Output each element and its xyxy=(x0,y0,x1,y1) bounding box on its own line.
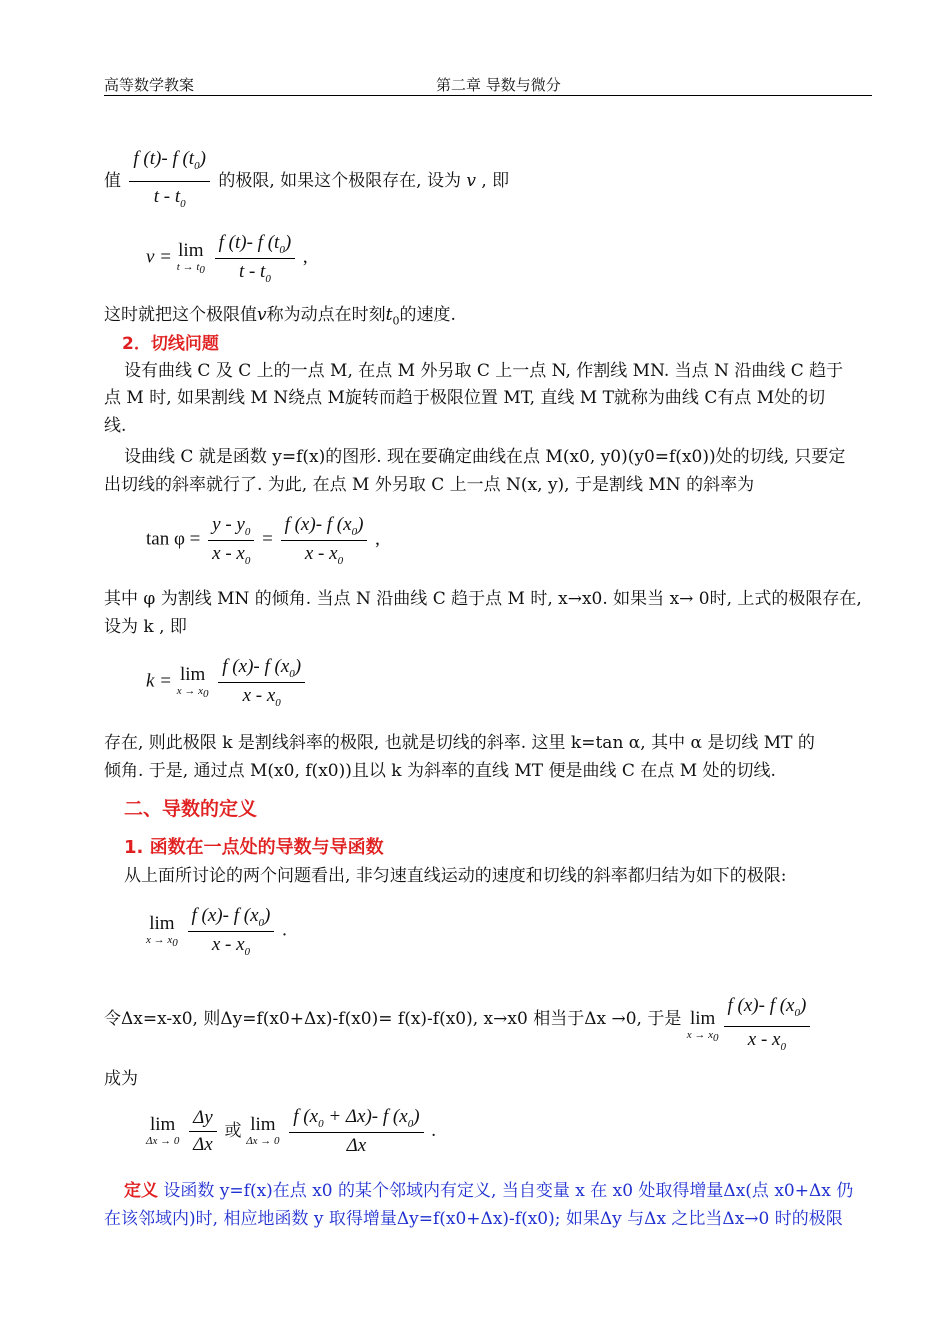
fraction: $\frac{f (t)- f (t_0)}{t - t_0}$ xyxy=(215,232,296,285)
text: 值 xyxy=(104,170,121,191)
limit-operator: lim $x \to x_0$ xyxy=(176,663,209,700)
fraction: $\frac{f (x)- f (x_0)}{x - x_0}$ xyxy=(724,995,811,1058)
paragraph-tangent-line1: 设有曲线 C 及 C 上的一点 M, 在点 M 外另取 C 上一点 N, 作割线 MN. 当点 N 沿曲线 C 趋于 xyxy=(124,361,844,381)
equation-limit: lim $x \to x_0$ $\frac{f (x)- f (x_0)}{x - x_0}$ . xyxy=(146,905,287,958)
variable: v xyxy=(466,170,476,191)
numerator: f (t)- f (t xyxy=(133,148,195,169)
paragraph-curve-line1: 设曲线 C 就是函数 y=f(x)的图形. 现在要确定曲线在点 M(x0, y0)(y0=f(x0))处的切线, 只要定 xyxy=(124,447,846,467)
paragraph-limits: 从上面所讨论的两个问题看出, 非匀速直线运动的速度和切线的斜率都归结为如下的极限: xyxy=(124,866,787,886)
header-center: 第二章 导数与微分 xyxy=(436,76,561,94)
fraction: $\frac{f (x)- f (x_0)}{x - x_0}$ xyxy=(188,905,275,958)
fraction: $\frac{f (x_0 + \Delta x)- f (x_0)}{\Delta x}$ xyxy=(289,1106,423,1157)
limit-operator: lim $t \to t_0$ xyxy=(176,239,205,276)
fraction: $\frac{\Delta y}{\Delta x}$ xyxy=(189,1107,217,1156)
definition-line2: 在该邻域内)时, 相应地函数 y 取得增量Δy=f(x0+Δx)-f(x0); 如果Δy 与Δx 之比当Δx→0 时的极限 xyxy=(104,1209,843,1229)
fraction: $\frac{y - y_0}{x - x_0}$ xyxy=(208,514,254,567)
equation-velocity: v = lim $t \to t_0$ $\frac{f (t)- f (t_0)}{t - t_0}$ , xyxy=(146,232,308,285)
limit-operator: lim $x \to x_0$ xyxy=(146,912,178,949)
text: 的极限, 如果这个极限存在, 设为 xyxy=(218,170,461,191)
paragraph-slope-line1: 存在, 则此极限 k 是割线斜率的极限, 也就是切线的斜率. 这里 k=tan α, 其中 α 是切线 MT 的 xyxy=(104,733,815,753)
limit-operator: lim Δx → 0 xyxy=(146,1114,180,1148)
equation-delta-limit: lim Δx → 0 $\frac{\Delta y}{\Delta x}$ 或 lim Δx → 0 $\frac{f (x_0 + \Delta x)- f (x_0)}{\Delta x}$ . xyxy=(146,1106,437,1156)
paragraph-tangent-line2: 点 M 时, 如果割线 M N绕点 M旋转而趋于极限位置 MT, 直线 M T就称为曲线 C有点 M处的切 xyxy=(104,388,826,408)
fraction: $\frac{f (x)- f (x_0)}{x - x_0}$ xyxy=(218,656,305,709)
header-left: 高等数学教案 xyxy=(104,76,195,94)
section-title-tangent: 2．切线问题 xyxy=(122,334,219,354)
paragraph-becomes: 成为 xyxy=(104,1069,138,1089)
section-title-derivative: 二、导数的定义 xyxy=(124,798,258,820)
paragraph-angle-line2: 设为 k , 即 xyxy=(104,617,187,637)
definition-label: 定义 xyxy=(124,1181,158,1201)
denominator: t - t xyxy=(153,185,181,207)
paragraph-tangent-line3: 线. xyxy=(104,416,127,436)
paragraph-velocity: 这时就把这个极限值v称为动点在时刻$t_0$的速度. xyxy=(104,305,456,328)
paragraph-curve-line2: 出切线的斜率就行了. 为此, 在点 M 外另取 C 上一点 N(x, y), 于是割线 MN 的斜率为 xyxy=(104,475,755,495)
definition-line1: 定义 设函数 y=f(x)在点 x0 的某个邻域内有定义, 当自变量 x 在 x0 处取得增量Δx(点 x0+Δx 仍 xyxy=(124,1181,854,1201)
fraction: $\frac{f (t)- f (t_0)}{t - t_0}$ xyxy=(129,146,210,217)
fraction: $\frac{f (x)- f (x_0)}{x - x_0}$ xyxy=(281,514,368,567)
paragraph-value: 值 $\frac{f (t)- f (t_0)}{t - t_0}$ 的极限, 如果这个极限存在, 设为 v , 即 xyxy=(104,146,509,217)
limit-operator: lim $x \to x_0$ xyxy=(686,1008,719,1045)
paragraph-increment: 令Δx=x-x0, 则Δy=f(x0+Δx)-f(x0)= f(x)-f(x0), x→x0 相当于Δx →0, 于是 lim $x \to x_0$ $\frac{f (x)- f (x_0)}{x - x_0}$ xyxy=(104,994,813,1058)
subsection-title: 1. 函数在一点处的导数与导函数 xyxy=(124,837,384,858)
paragraph-slope-line2: 倾角. 于是, 通过点 M(x0, f(x0))且以 k 为斜率的直线 MT 便是曲线 C 在点 M 处的切线. xyxy=(104,761,776,781)
header-rule xyxy=(104,95,872,96)
equation-slope: tan φ = $\frac{y - y_0}{x - x_0}$ = $\frac{f (x)- f (x_0)}{x - x_0}$ , xyxy=(146,514,380,567)
paragraph-angle-line1: 其中 φ 为割线 MN 的倾角. 当点 N 沿曲线 C 趋于点 M 时, x→x0. 如果当 x→ 0时, 上式的极限存在, xyxy=(104,589,862,609)
limit-operator: lim Δx → 0 xyxy=(246,1114,280,1148)
equation-k-limit: k = lim $x \to x_0$ $\frac{f (x)- f (x_0)}{x - x_0}$ xyxy=(146,656,308,709)
